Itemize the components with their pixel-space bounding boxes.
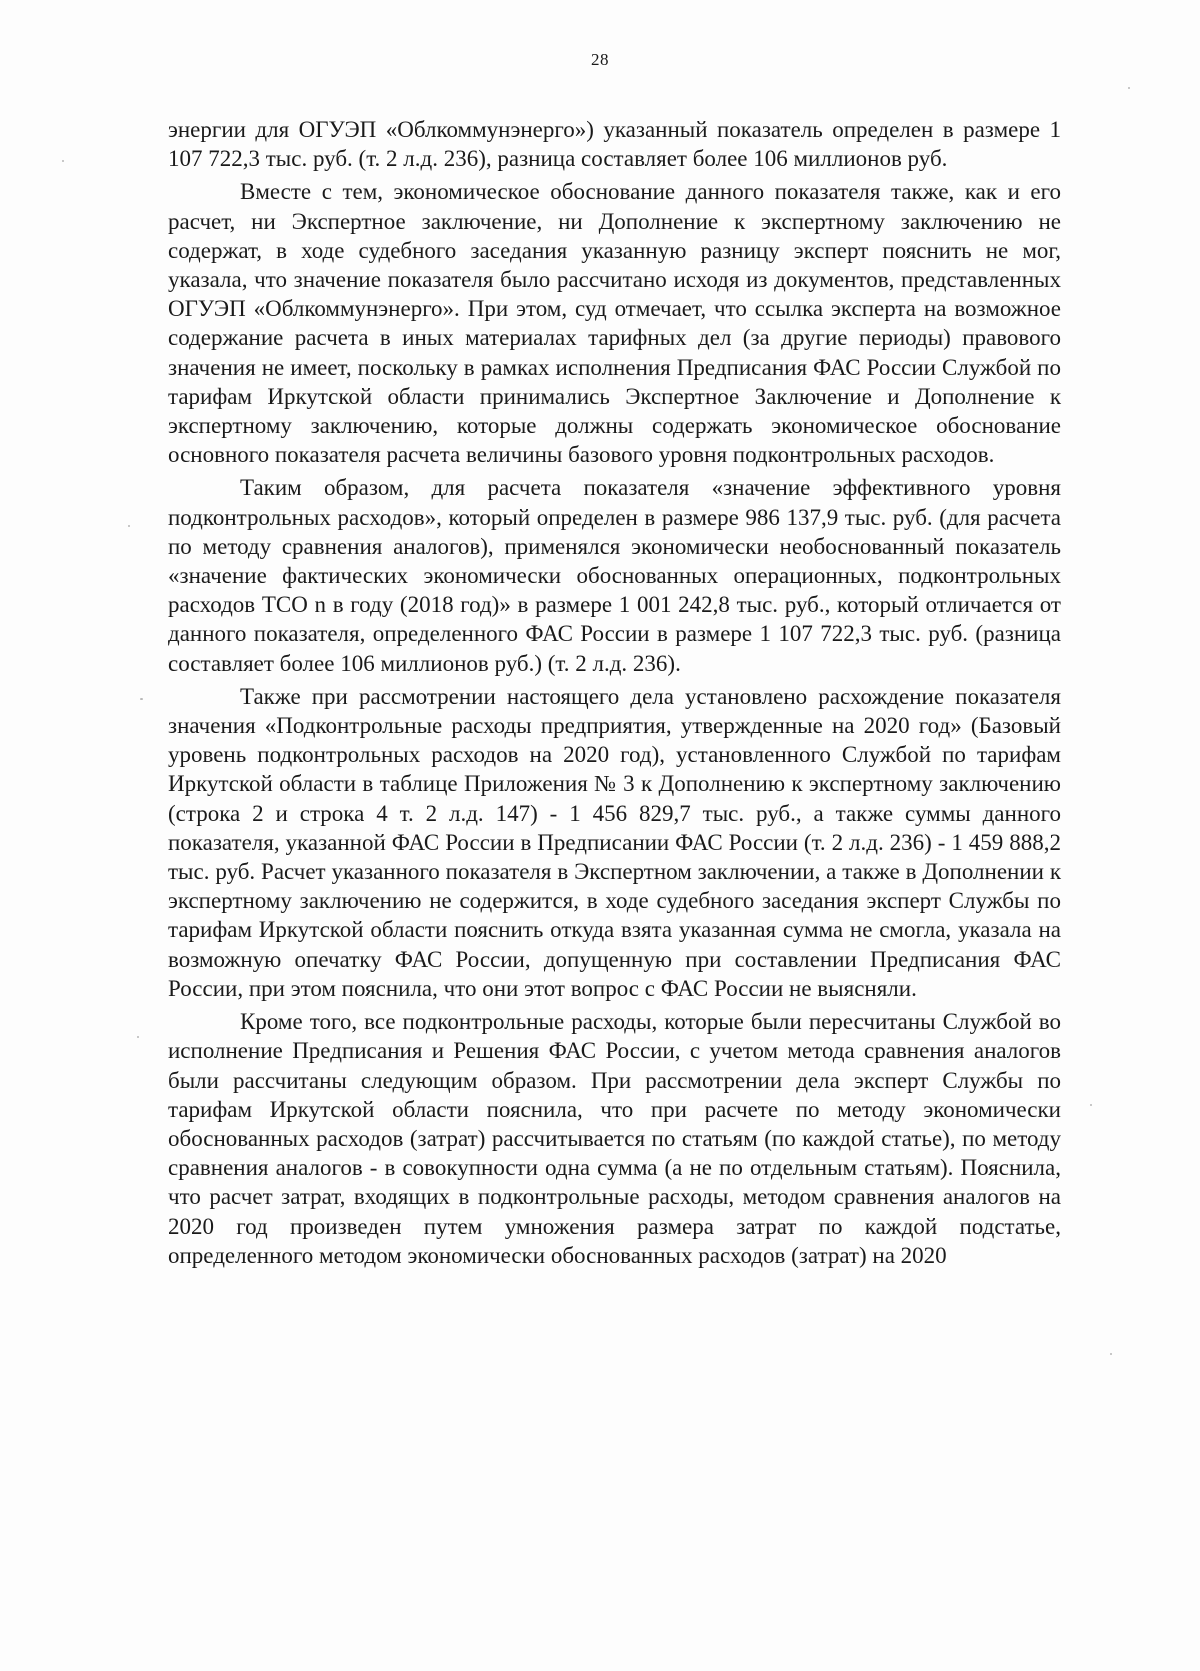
- scan-speck: [1090, 1104, 1092, 1106]
- paragraph-3: Таким образом, для расчета показателя «значение эффективного уровня подконтрольных расходов», который определен в размере 986 137,9 тыс. руб. (для расчета по методу сравнения аналогов), применялся экономически необоснованный показатель «значение фактических экономически обоснованных операционных, подконтрольных расходов ТСО n в году (2018 год)» в размере 1 001 242,8 тыс. руб., который отличается от данного показателя, определенного ФАС России в размере 1 107 722,3 тыс. руб. (разница составляет более 106 миллионов руб.) (т. 2 л.д. 236).: [168, 475, 1061, 676]
- paragraph-2: Вместе с тем, экономическое обоснование данного показателя также, как и его расчет, ни Экспертное заключение, ни Дополнение к экспертному заключению не содержат, в ходе судебного заседания указанную разницу эксперт пояснить не мог, указала, что значение показателя было рассчитано исходя из документов, представленных ОГУЭП «Облкоммунэнерго». При этом, суд отмечает, что ссылка эксперта на возможное содержание расчета в иных материалах тарифных дел (за другие периоды) правового значения не имеет, поскольку в рамках исполнения Предписания ФАС России Службой по тарифам Иркутской области принимались Экспертное Заключение и Дополнение к экспертному заключению, которые должны содержать экономическое обоснование основного показателя расчета величины базового уровня подконтрольных расходов.: [168, 179, 1061, 468]
- scan-speck: [1128, 87, 1130, 89]
- paragraph-5: Кроме того, все подконтрольные расходы, которые были пересчитаны Службой во исполнение Предписания и Решения ФАС России, с учетом метода сравнения аналогов были рассчитаны следующим образом. При рассмотрении дела эксперт Службы по тарифам Иркутской области пояснила, что при расчете по методу экономически обоснованных расходов (затрат) рассчитывается по статьям (по каждой статье), по методу сравнения аналогов - в совокупности одна сумма (а не по отдельным статьям). Пояснила, что расчет затрат, входящих в подконтрольные расходы, методом сравнения аналогов на 2020 год произведен путем умножения размера затрат по каждой подстатье, определенного методом экономически обоснованных расходов (затрат) на 2020: [168, 1009, 1061, 1268]
- page-number: 28: [591, 50, 609, 69]
- scan-speck: [1110, 1353, 1112, 1355]
- scan-speck: [137, 1036, 139, 1038]
- scan-speck: [128, 525, 130, 527]
- scan-speck: [140, 698, 143, 700]
- paragraph-4: Также при рассмотрении настоящего дела установлено расхождение показателя значения «Подконтрольные расходы предприятия, утвержденные на 2020 год» (Базовый уровень подконтрольных расходов на 2020 год), установленного Службой по тарифам Иркутской области в таблице Приложения № 3 к Дополнению к экспертному заключению (строка 2 и строка 4 т. 2 л.д. 147) - 1 456 829,7 тыс. руб., а также суммы данного показателя, указанной ФАС России в Предписании ФАС России (т. 2 л.д. 236) - 1 459 888,2 тыс. руб. Расчет указанного показателя в Экспертном заключении, а также в Дополнении к экспертному заключению не содержится, в ходе судебного заседания эксперт Службы по тарифам Иркутской области пояснить откуда взята указанная сумма не смогла, указала на возможную опечатку ФАС России, допущенную при составлении Предписания ФАС России, при этом пояснила, что они этот вопрос с ФАС России не выясняли.: [168, 683, 1061, 1001]
- paragraph-1: энергии для ОГУЭП «Облкоммунэнерго») указанный показатель определен в размере 1 107 722,3 тыс. руб. (т. 2 л.д. 236), разница составляет более 106 миллионов руб.: [168, 117, 1061, 172]
- scan-speck: [62, 160, 64, 162]
- document-body: [168, 115, 1061, 1270]
